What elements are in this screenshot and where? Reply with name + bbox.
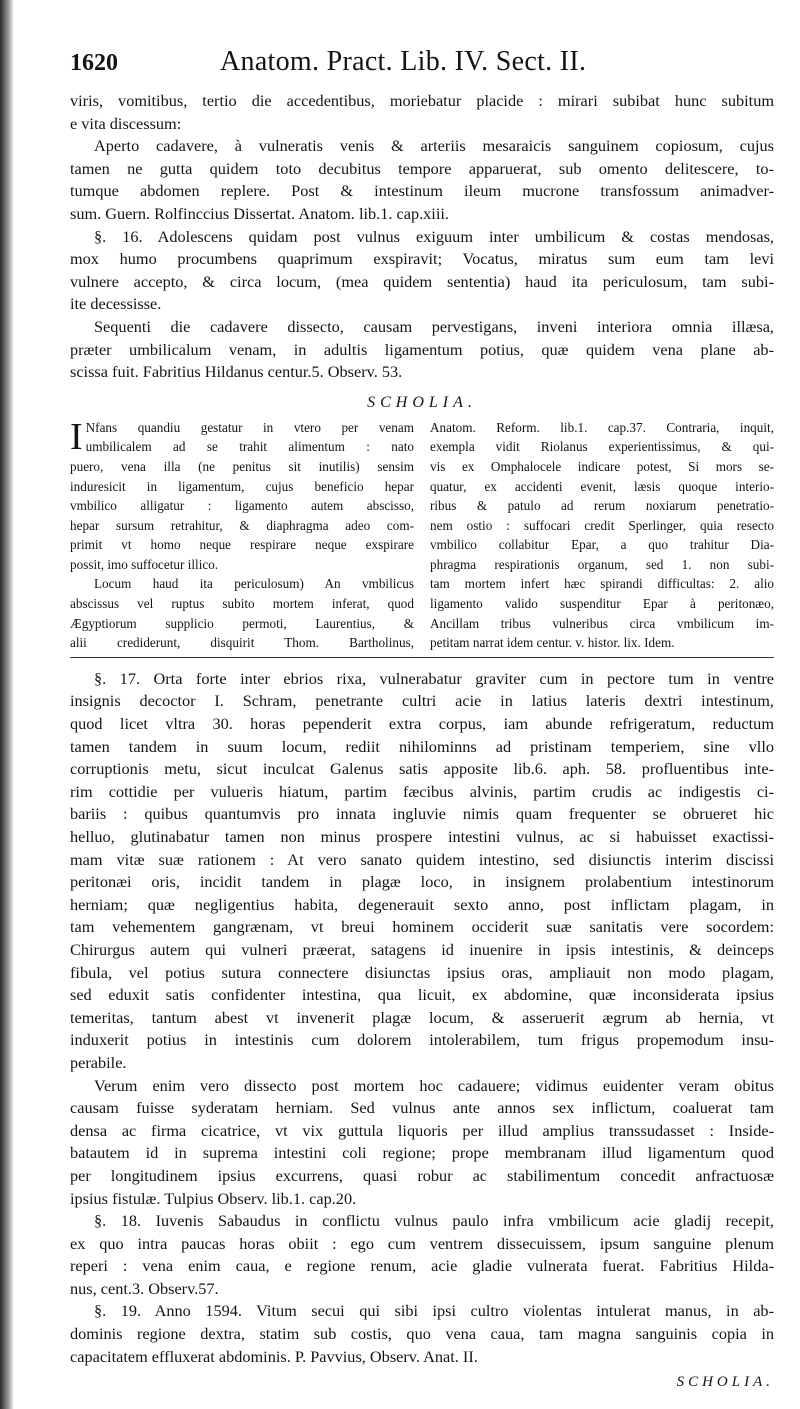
text-line: quatur, ex accidenti evenit, læsis quoque interio- [430,478,774,494]
text-line: dominis regione dextra, statim sub costis, quo vena caua, tam magna sanguinis copia in [70,1324,774,1344]
text-line: primit vt homo neque respirare neque exspirare [70,537,414,553]
text-line: helluo, glutinabatur tamen non minus prospere intestini vulnus, ac si habuisset exactissi- [70,827,774,846]
text-line: §. 16. Adolescens quidam post vulnus exiguum inter umbilicum & costas mendosas, [94,226,774,246]
text-line: abscissus vel ruptus subito mortem inferat, quod [70,596,414,612]
text-line: ribus & patulo ad rerum noxiarum penetratio- [430,498,774,514]
catchword: SCHOLIA. [676,1374,774,1391]
section-17 [70,668,774,1210]
text-line: vmbilico collabitur Epar, a quo trahitur Dia- [430,537,774,553]
text-line: mam vitæ suæ rationem : At vero sanato quidem intestino, sed disiunctis interim discissi [70,849,774,869]
text-line: viris, vomitibus, tertio die accedentibus, moriebatur placide : mirari subibat hunc subitum [70,91,774,110]
running-head: Anatom. Pract. Lib. IV. Sect. II. [220,46,587,77]
text-line: §. 19. Anno 1594. Vitum secui qui sibi ipsi cultro violentas intulerat manus, in ab- [94,1301,774,1321]
text-line: insignis decoctor I. Schram, penetrante cultri acie in latius lateris dextri intestinum, [70,691,774,711]
text-line: sed eduxit satis confidenter intestina, qua licuit, ex abdomine, quæ inconsiderata ipsius [70,985,774,1005]
text-line: Locum haud ita periculosum) An vmbilicus [94,576,414,592]
text-line: sum. Guern. Rolfinccius Dissertat. Anatom. lib.1. cap.xiii. [70,203,449,223]
text-line: tam vehementem gangrænam, vt breui hominem occiderit suæ sanitatis vere socordem: [70,917,774,937]
text-line: vulnere accepto, & circa locum, (mea quidem sententia) haud ita periculosum, tam subi- [70,271,774,291]
text-line: vis ex Omphalocele indicare potest, Si mors se- [430,458,774,474]
text-line: ex quo intra paucas horas obiit : ego cum ventrem dissecuissem, ipsum sanguine plenum [70,1233,774,1253]
text-line: tam mortem infert hæc spirandi difficultas: 2. alio [430,576,774,592]
text-line: causam fuisse syderatam herniam. Sed vulnus ante annos sex inflictum, coaluerat tam [70,1098,774,1118]
text-line: batautem id in suprema intestini coli regione; prope membranam illud ligamentum quod [70,1143,774,1163]
text-line: Anatom. Reform. lib.1. cap.37. Contraria, inquit, [430,419,774,435]
text-line: vmbilico alligatur : ligamento autem abscisso, [70,498,414,514]
text-line: corruptionis metu, sicut inculcat Galenus satis apposite lib.6. aph. 58. profluentibus inte- [70,759,774,779]
scholia-left-column [70,415,414,653]
text-line: nem ostio : suffocari credit Sperlinger, quia resecto [430,517,774,533]
text-line: herniam; quæ negligentius habita, degenerauit sexto anno, post inflictam plagam, in [70,894,774,914]
text-line: ipsius fistulæ. Tulpius Observ. lib.1. cap.20. [70,1188,357,1208]
page-header [70,46,774,90]
text-line: tumque abdomen replere. Post & intestinum ileum mucrone transfossum animadver- [70,181,774,201]
text-line: umbilicalem ad se trahit alimentum : nato [85,439,414,455]
text-line: densa ac firma cicatrice, vt vix guttula liquoris per illud amplius transsudasset : Inside- [70,1120,774,1140]
text-line: exempla vidit Riolanus experientissimus, & qui- [430,439,774,455]
text-line: Chirurgus autem qui vulneri præerat, satagens id inuenire in ipsis intestinis, & deinceps [70,939,774,959]
text-line: Verum enim vero dissecto post mortem hoc cadauere; vidimus euidenter veram obitus [94,1075,774,1095]
text-line: nus, cent.3. Observ.57. [70,1278,219,1298]
text-line: tamen ne gutta quidem toto decubitus tempore apparuerat, sub omento delitescere, to- [70,158,774,178]
top-block [70,90,774,384]
text-line: reperi : vena enim caua, e regione renum, acie gladie vulnerata fuerat. Fabritius Hilda- [70,1256,774,1276]
text-line: phragma respirationis organum, sed 1. non subi- [430,556,774,572]
text-line: §. 18. Iuvenis Sabaudus in conflictu vulnus paulo infra vmbilicum acie gladij recepit, [94,1211,774,1231]
text-line: possit, imo suffocetur illico. [70,556,219,572]
text-line: rim cottidie per vulueris hiatum, partim fæcibus alvinis, partim crudis ac indigestis ci- [70,781,774,801]
text-line: perabile. [70,1052,127,1072]
text-line: ite decessisse. [70,294,162,314]
text-line: induresicit in ligamentum, cujus beneficio hepar [70,478,414,494]
text-line: Sequenti die cadavere dissecto, causam pervestigans, inveni interiora omnia illæsa, [94,316,774,336]
scholia-columns [70,415,774,658]
scholia-right-column [430,418,774,653]
text-line: petitam narrat idem centur. v. histor. lix. Idem. [430,635,675,651]
text-line: Aperto cadavere, à vulneratis venis & arteriis mesaraicis sanguinem copiosum, cujus [94,136,774,156]
text-line: peritonæi oris, incidit tandem in plagæ loco, in insignem prolabentium intestinorum [70,872,774,892]
section-19 [70,1300,774,1368]
text-line: Ægyptiorum supplicio permoti, Laurentius, & [70,615,414,631]
text-line: e vita discessum: [70,113,182,133]
drop-cap-initial: I [70,415,83,458]
text-line: Ancillam tribus vulneribus circa vmbilicum im- [430,615,774,631]
text-line: tamen tandem in suum locum, rediit nihilominns ad pristinam temperiem, sine vllo [70,736,774,756]
section-18 [70,1210,774,1300]
text-line: temeritas, tantum abest vt invenerit plagæ locum, & asseruerit ægrum ab hernia, vt [70,1007,774,1027]
text-line: quod licet vltra 30. horas pependerit extra corpus, iam abunde refrigeratum, reductum [70,714,774,734]
text-line: alii crediderunt, disquirit Thom. Bartholinus, [70,635,414,651]
text-line: induxerit potius in intestinis cum dolorem intolerabilem, tum frigus propemodum insu- [70,1030,774,1050]
scholia-heading: SCHOLIA. [367,393,477,411]
text-line: ligamento valido suspenditur Epar à peritonæo, [430,596,774,612]
text-line: hepar sursum retrahitur, & diaphragma adeo com- [70,517,414,533]
page-spine-shadow [0,0,14,1409]
page-number: 1620 [70,50,118,76]
text-line: scissa fuit. Fabritius Hildanus centur.5. Observ. 53. [70,362,403,382]
text-line: capacitatem effluxerat abdominis. P. Pavvius, Observ. Anat. II. [70,1346,478,1366]
text-line: puero, vena illa (ne penitus sit inutilis) sensim [70,458,414,474]
text-line: fibula, vel potius sutura connectere disiunctas ipsius oras, ampliauit non modo plagam, [70,962,774,982]
text-line: per longitudinem ipsius excurrens, quasi robur ac stabilimentum concedit anfractuosæ [70,1165,774,1185]
first-line-text: Nfans quandiu gestatur in vtero per venam [85,419,414,435]
text-line: præter umbilicalum venam, in adultis ligamentum potius, quæ quidem vena plane ab- [70,339,774,359]
text-line: §. 17. Orta forte inter ebrios rixa, vulnerabatur graviter cum in pectore tum in ventre [94,668,774,688]
text-line: bariis : quibus quantumvis pro innata ingluvie nimis quam frequenter se obrueret hic [70,804,774,824]
text-line: mox humo procumbens quaprimum exspiravit; Vocatus, miratus sum eum tam levi [70,249,774,269]
